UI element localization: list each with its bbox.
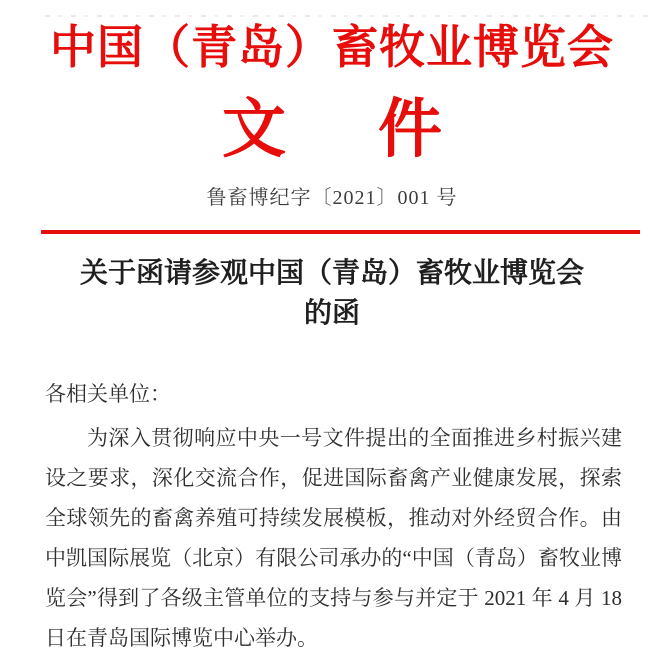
document-reference-number: 鲁畜博纪字〔2021〕001 号 xyxy=(206,187,458,209)
scan-noise-artifact xyxy=(45,15,649,17)
document-word-char-wen: 文 xyxy=(222,94,286,165)
letter-body xyxy=(45,374,622,658)
document-word-char-jian: 件 xyxy=(378,94,442,165)
letter-title-line-2: 的函 xyxy=(303,298,360,329)
document-word xyxy=(0,94,664,165)
letter-title-line-1: 关于函请参观中国（青岛）畜牧业博览会 xyxy=(79,258,584,289)
red-divider-rule xyxy=(41,230,640,234)
letter-title xyxy=(40,254,624,334)
body-paragraph: 为深入贯彻响应中央一号文件提出的全面推进乡村振兴建设之要求，深化交流合作，促进国际畜禽产业健康发展，探索全球领先的畜禽养殖可持续发展模板，推动对外经贸合作。由中凯国际展览（北京）有限公司承办的“中国（青岛）畜牧业博览会”得到了各级主管单位的支持与参与并定于 2021 年 4 月 18 日在青岛国际博览中心举办。 xyxy=(45,426,622,650)
salutation: 各相关单位： xyxy=(45,382,171,406)
masthead-organization-title: 中国（青岛）畜牧业博览会 xyxy=(50,22,614,73)
